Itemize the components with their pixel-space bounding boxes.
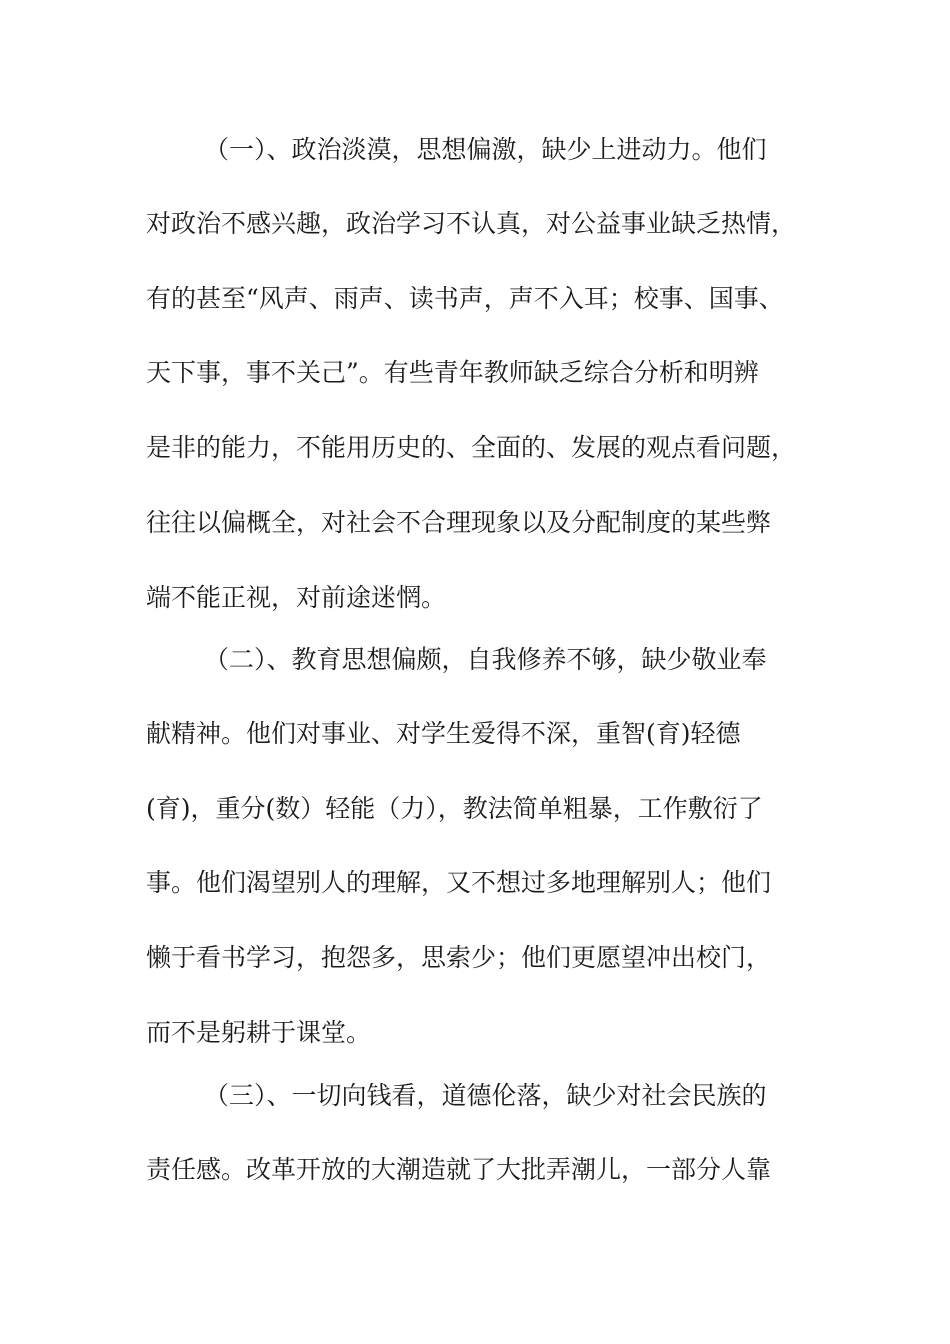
- paragraph-3-line-1: （三）、一切向钱看，道德伦落，缺少对社会民族的: [204, 1081, 767, 1110]
- paragraph-1-line-1: （一）、政治淡漠，思想偏激，缺少上进动力。他们: [204, 135, 767, 164]
- paragraph-2-line-4: 事。他们渴望别人的理解，又不想过多地理解别人；他们: [146, 868, 772, 897]
- paragraph-1-line-2: 对政治不感兴趣，政治学习不认真，对公益事业缺乏热情，: [146, 209, 797, 238]
- paragraph-1-line-6: 往往以偏概全，对社会不合理现象以及分配制度的某些弊: [146, 508, 772, 537]
- paragraph-2-line-1: （二）、教育思想偏颇，自我修养不够，缺少敬业奉: [204, 645, 767, 674]
- paragraph-1-line-7: 端不能正视，对前途迷惘。: [146, 583, 447, 612]
- paragraph-2-line-6: 而不是躬耕于课堂。: [146, 1018, 372, 1047]
- paragraph-2-line-3: (育)，重分(数）轻能（力），教法简单粗暴，工作敷衍了: [146, 794, 763, 823]
- paragraph-3-line-2: 责任感。改革开放的大潮造就了大批弄潮儿，一部分人靠: [146, 1155, 772, 1184]
- paragraph-1-line-3: 有的甚至“风声、雨声、读书声，声不入耳；校事、国事、: [146, 284, 784, 313]
- paragraph-1-line-4: 天下事，事不关己”。有些青年教师缺乏综合分析和明辨: [146, 358, 759, 387]
- paragraph-1-line-5: 是非的能力，不能用历史的、全面的、发展的观点看问题，: [146, 433, 797, 462]
- paragraph-2-line-2: 献精神。他们对事业、对学生爱得不深，重智(育)轻德: [146, 719, 741, 748]
- paragraph-2-line-5: 懒于看书学习，抱怨多，思索少；他们更愿望冲出校门，: [146, 943, 772, 972]
